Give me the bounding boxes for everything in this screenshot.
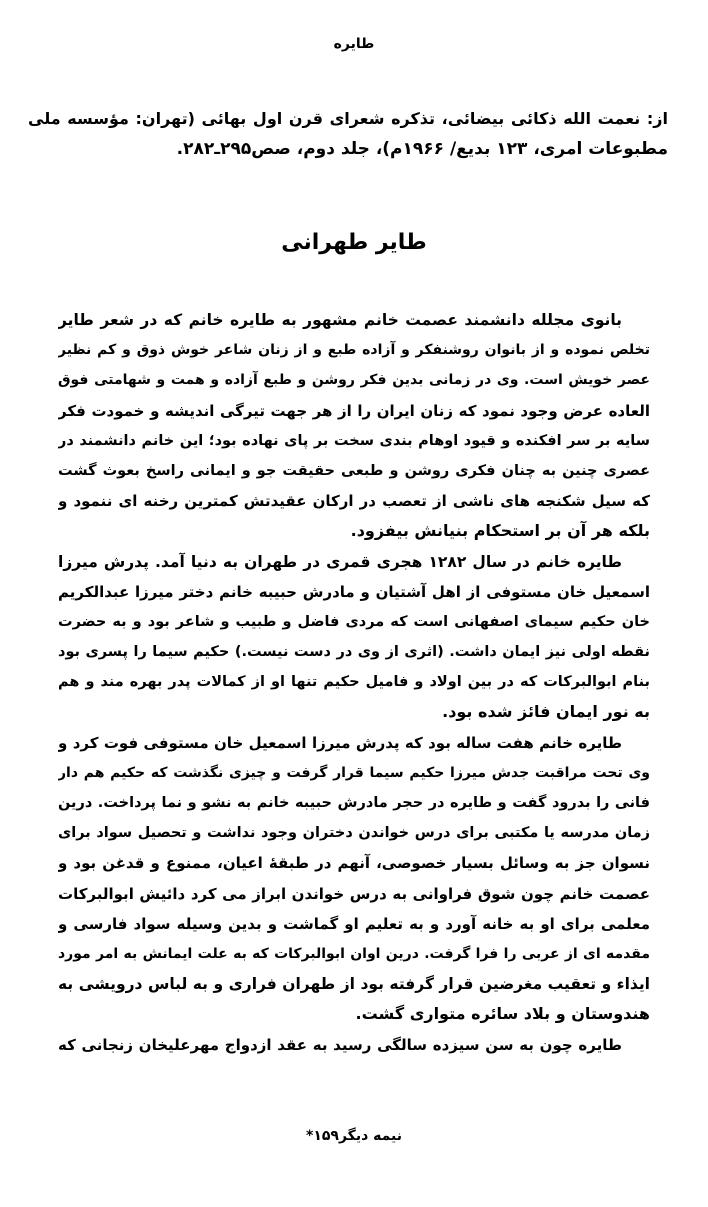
body-line: خان حکیم سیمای اصفهانی است که مردی فاضل و طبیب و شاعر بود و به حضرت bbox=[58, 613, 650, 630]
body-line: مقدمه ای از عربی را فرا گرفت. درین اوان ابوالبرکات که به علت ایمانش به امر مورد bbox=[58, 945, 650, 962]
citation-line: از: نعمت الله ذکائی بیضائی، تذکره شعرای قرن اول بهائی (تهران: مؤسسه ملی bbox=[28, 109, 668, 128]
running-head: طایره bbox=[333, 36, 375, 52]
body-line: نسوان جز به وسائل بسیار خصوصی، آنهم در طبقهٔ اعیان، ممنوع و قدغن بود و bbox=[58, 854, 650, 873]
citation bbox=[28, 104, 668, 164]
page-footer: نیمه دیگر۱۵۹* bbox=[306, 1128, 402, 1144]
body-text bbox=[58, 305, 650, 1060]
body-line: به نور ایمان فائز شده بود. bbox=[442, 702, 650, 722]
body-line: هندوستان و بلاد سائره متواری گشت. bbox=[355, 1004, 650, 1024]
body-line: طایره خانم در سال ۱۲۸۲ هجری قمری در طهران به دنیا آمد. پدرش میرزا bbox=[58, 552, 622, 571]
body-line: بلکه هر آن بر استحکام بنیانش بیفزود. bbox=[350, 521, 650, 541]
body-line: العاده عرض وجود نمود که زنان ایران را از هر جهت تیرگی اندیشه و خمودت فکر bbox=[58, 401, 650, 420]
body-line: ایذاء و تعقیب مغرضین قرار گرفته بود از طهران فراری و به لباس درویشی به bbox=[58, 975, 650, 994]
body-line: تخلص نموده و از بانوان روشنفکر و آزاده طبع و از زنان شاعر خوش ذوق و کم نظیر bbox=[58, 342, 650, 359]
body-line: عصری چنین به چنان فکری روشن و طبعی حقیقت جو و ایمانی راسخ بعوث گشت bbox=[58, 462, 650, 479]
body-line: زمان مدرسه یا مکتبی برای درس خواندن دختران وجود نداشت و تحصیل سواد برای bbox=[58, 825, 650, 842]
body-line: طایره خانم هفت ساله بود که پدرش میرزا اسمعیل خان مستوفی فوت کرد و bbox=[58, 733, 622, 752]
body-line: بانوی مجلله دانشمند عصمت خانم مشهور به طایره خانم که در شعر طایر bbox=[58, 311, 622, 329]
body-line: سایه بر سر افکنده و قیود اوهام بندی سخت بر پای نهاده بود؛ این خانم دانشمند در bbox=[58, 432, 650, 449]
body-line: که سیل شکنجه های ناشی از تعصب در ارکان عقیدتش کمترین رخنه ای ننمود و bbox=[58, 492, 650, 511]
body-line: نقطه اولی نیز ایمان داشت. (اثری از وی در دست نیست.) حکیم سیما را پسری بود bbox=[58, 644, 650, 661]
body-line: معلمی برای او به خانه آورد و به تعلیم او گماشت و بدین وسیله سواد فارسی و bbox=[58, 914, 650, 933]
section-title: طایر طهرانی bbox=[281, 230, 427, 255]
body-line: فانی را بدرود گفت و طایره در حجر مادرش حبیبه خانم به نشو و نما پرداخت. درین bbox=[58, 795, 650, 811]
body-line: طایره چون به سن سیزده سالگی رسید به عقد ازدواج مهرعلیخان زنجانی که bbox=[58, 1035, 622, 1054]
body-line: اسمعیل خان مستوفی از اهل آشتیان و مادرش حبیبه خانم دختر میرزا عبدالکریم bbox=[58, 582, 650, 601]
citation-line: مطبوعات امری، ۱۲۳ بدیع/ ۱۹۶۶م)، جلد دوم، صص۲۹۵ـ۲۸۲. bbox=[176, 139, 668, 159]
body-line: وی تحت مراقبت جدش میرزا حکیم سیما قرار گرفت و چیزی نگذشت که حکیم هم دار bbox=[58, 764, 650, 781]
body-line: عصر خویش است. وی در زمانی بدین فکر روشن و طبع آزاده و همت و شهامتی فوق bbox=[58, 372, 650, 389]
body-line: عصمت خانم چون شوق فراوانی به درس خواندن ابراز می کرد دائیش ابوالبرکات bbox=[58, 884, 650, 903]
body-line: بنام ابوالبرکات که در بین اولاد و فامیل حکیم تنها او از کمالات پدر بهره مند و هم bbox=[58, 674, 650, 691]
